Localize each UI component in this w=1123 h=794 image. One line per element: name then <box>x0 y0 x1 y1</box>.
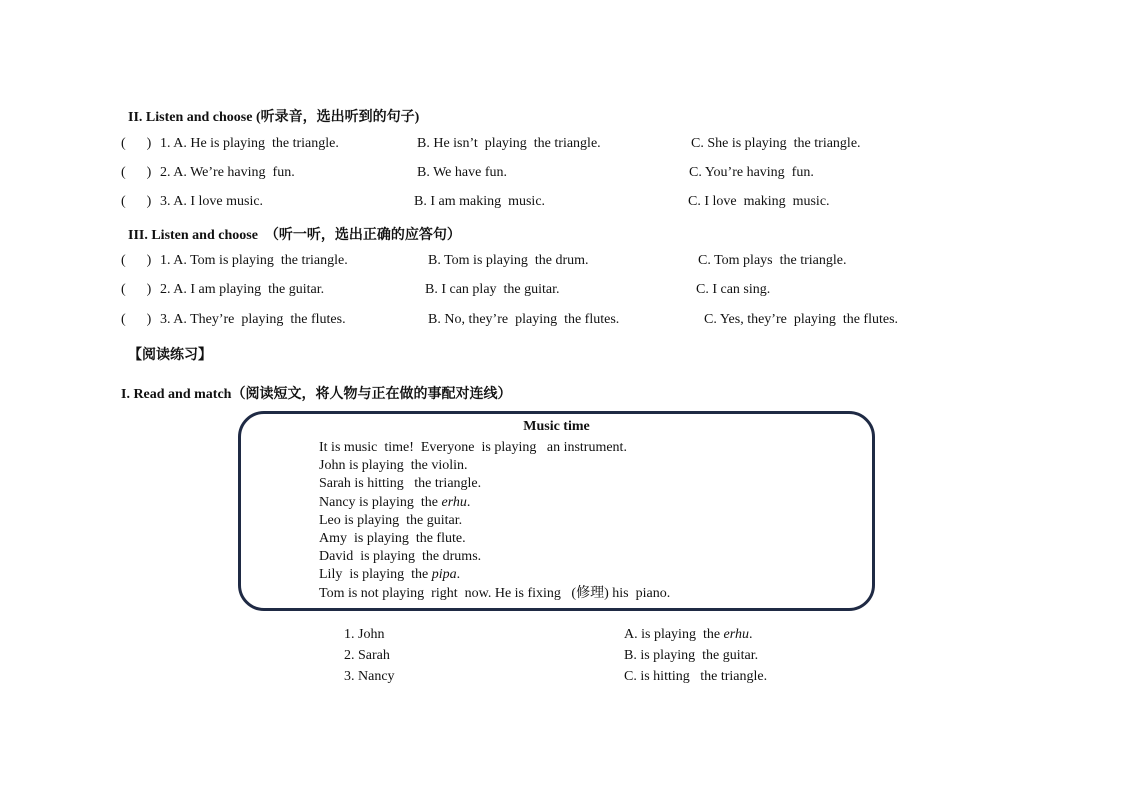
passage-line: Lily is playing the pipa. <box>319 567 461 583</box>
option-a: 3. A. I love music. <box>160 194 264 209</box>
option-b: B. I am making music. <box>414 194 546 209</box>
passage-line: John is playing the violin. <box>319 458 468 474</box>
question-row <box>0 136 1123 156</box>
option-a: 1. A. He is playing the triangle. <box>160 136 339 151</box>
option-a: 2. A. We’re having fun. <box>160 165 295 180</box>
option-a: 2. A. I am playing the guitar. <box>160 282 325 297</box>
match-activity[interactable]: A. is playing the erhu. <box>624 627 753 642</box>
option-b: B. I can play the guitar. <box>425 282 560 297</box>
match-person[interactable]: 1. John <box>344 627 385 642</box>
option-c: C. I love making music. <box>688 194 830 209</box>
answer-bracket[interactable]: ( ) <box>121 194 152 209</box>
option-b: B. We have fun. <box>417 165 507 180</box>
option-c: C. Tom plays the triangle. <box>698 253 847 268</box>
answer-bracket[interactable]: ( ) <box>121 165 152 180</box>
passage-title: Music time <box>523 419 590 434</box>
read-and-match-heading: I. Read and match（阅读短文，将人物与正在做的事配对连线） <box>121 387 512 402</box>
question-row <box>0 312 1123 332</box>
passage-text <box>319 439 670 603</box>
option-b: B. Tom is playing the drum. <box>428 253 589 268</box>
match-activity[interactable]: C. is hitting the triangle. <box>624 669 768 684</box>
option-a: 3. A. They’re playing the flutes. <box>160 312 346 327</box>
question-row <box>0 253 1123 273</box>
passage-line: Tom is not playing right now. He is fixing (修理) his piano. <box>319 585 671 601</box>
section-2-heading: II. Listen and choose (听录音，选出听到的句子) <box>128 110 420 125</box>
option-b: B. He isn’t playing the triangle. <box>417 136 601 151</box>
passage-line: Sarah is hitting the triangle. <box>319 476 482 492</box>
reading-title: 【阅读练习】 <box>128 348 212 363</box>
passage-line: Nancy is playing the erhu. <box>319 494 471 510</box>
passage-line: It is music time! Everyone is playing an instrument. <box>319 440 627 455</box>
passage-line: Amy is playing the flute. <box>319 530 466 546</box>
answer-bracket[interactable]: ( ) <box>121 282 152 297</box>
option-c: C. I can sing. <box>696 282 771 297</box>
section-3-heading: III. Listen and choose （听一听，选出正确的应答句） <box>128 228 461 243</box>
option-b: B. No, they’re playing the flutes. <box>428 312 620 327</box>
answer-bracket[interactable]: ( ) <box>121 312 152 327</box>
option-c: C. You’re having fun. <box>689 165 814 180</box>
passage-line: David is playing the drums. <box>319 549 482 565</box>
option-c: C. Yes, they’re playing the flutes. <box>704 312 899 327</box>
question-row <box>0 282 1123 302</box>
answer-bracket[interactable]: ( ) <box>121 253 152 268</box>
question-row <box>0 165 1123 185</box>
passage-box <box>238 411 875 611</box>
match-person[interactable]: 2. Sarah <box>344 648 390 663</box>
option-c: C. She is playing the triangle. <box>691 136 861 151</box>
match-activity[interactable]: B. is playing the guitar. <box>624 648 759 663</box>
passage-line: Leo is playing the guitar. <box>319 512 463 528</box>
answer-bracket[interactable]: ( ) <box>121 136 152 151</box>
option-a: 1. A. Tom is playing the triangle. <box>160 253 348 268</box>
match-person[interactable]: 3. Nancy <box>344 669 395 684</box>
question-row <box>0 194 1123 214</box>
